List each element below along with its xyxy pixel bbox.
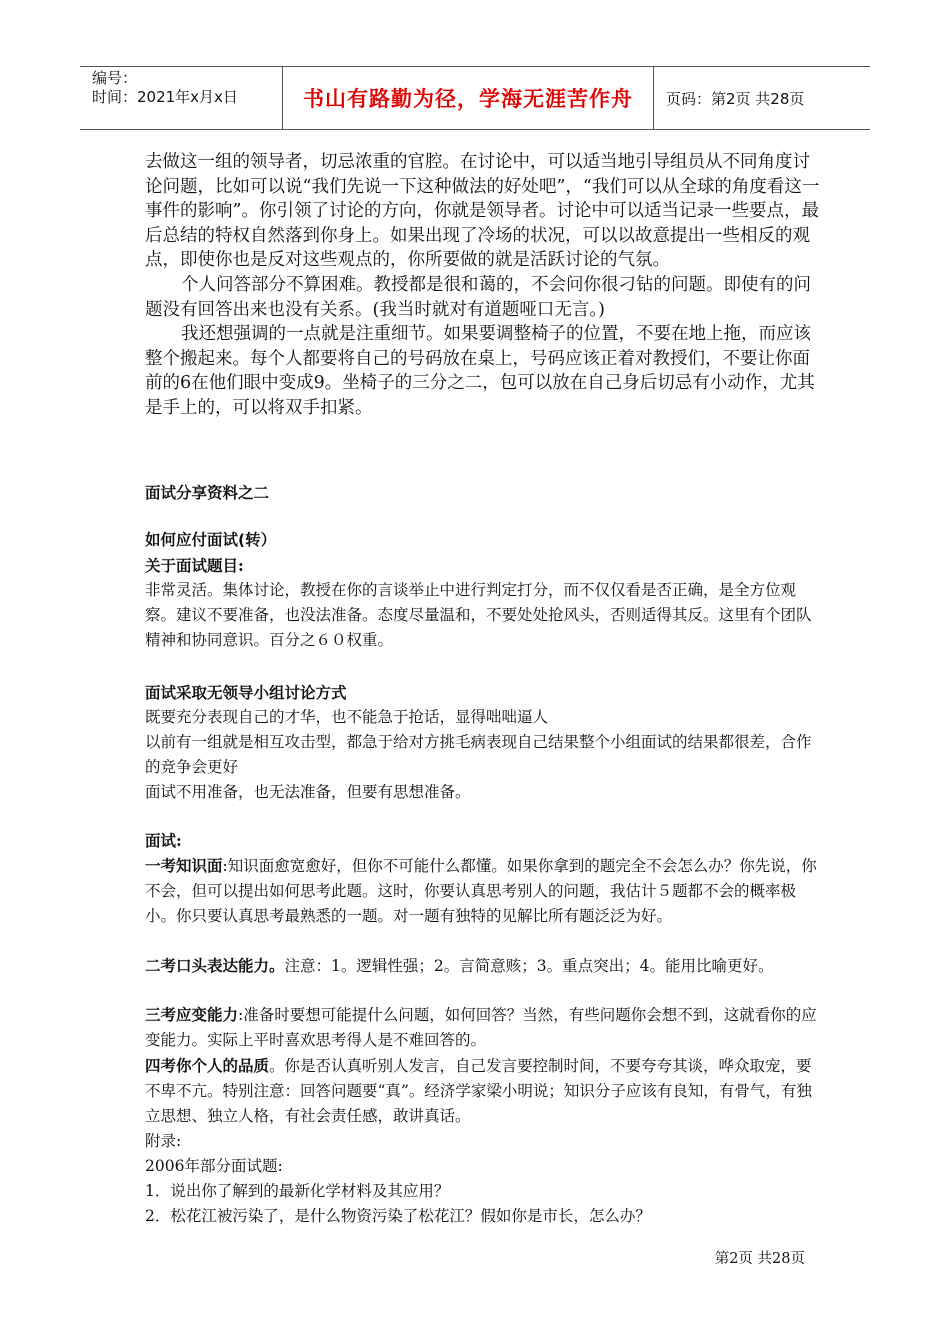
page-header [80, 66, 870, 130]
criterion-2 [145, 953, 825, 979]
interview-criteria-section [145, 828, 825, 929]
question-2: 2．松花江被污染了，是什么物资污染了松花江？假如你是市长，怎么办？ [145, 1207, 651, 1225]
motto-text: 书山有路勤为径，学海无涯苦作舟 [303, 87, 633, 111]
paragraph: 个人问答部分不算困难。教授都是很和蔼的，不会问你很刁钻的问题。即使有的问题没有回答出来也没有关系。(我当时就对有道题哑口无言。) [145, 274, 811, 320]
criterion-text: 注意：1。逻辑性强；2。言简意赅；3。重点突出；4。能用比喻更好。 [284, 957, 774, 975]
page-footer: 第2页 共28页 [714, 1251, 805, 1267]
paragraph: 我还想强调的一点就是注重细节。如果要调整椅子的位置，不要在地上拖，而应该整个搬起来。每个人都要将自己的号码放在桌上，号码应该正着对教授们，不要让你面前的6在他们眼中变成9。坐椅子的三分之二，包可以放在自己身后切忌有小动作，尤其是手上的，可以将双手扣紧。 [145, 324, 815, 418]
interview-heading: 面试: [145, 831, 182, 850]
appendix-label: 附录: [145, 1132, 182, 1150]
group-line: 既要充分表现自己的才华，也不能急于抢话，显得咄咄逼人 [145, 708, 549, 726]
criterion-text: 。你是否认真听别人发言，自己发言要控制时间，不要夸夸其谈，哗众取宠，要不卑不亢。特别注意：回答问题要“真”。经济学家梁小明说；知识分子应该有良知，有骨气，有独立思想、独立人格，有社会责任感，敢讲真话。 [145, 1057, 812, 1125]
page-number-label: 页码：第2页 共28页 [666, 89, 805, 108]
question-1: 1．说出你了解到的最新化学材料及其应用？ [145, 1182, 450, 1200]
group-line: 以前有一组就是相互攻击型，都急于给对方挑毛病表现自己结果整个小组面试的结果都很差，合作的竞争会更好 [145, 733, 812, 776]
article-title: 如何应付面试(转） [145, 531, 277, 549]
topic-text: 非常灵活。集体讨论，教授在你的言谈举止中进行判定打分，而不仅仅看是否正确，是全方位观察。建议不要准备，也没法准备。态度尽量温和，不要处处抢风头，否则适得其反。这里有个团队精神和协同意识。百分之６０权重。 [145, 581, 812, 649]
header-left-cell [80, 67, 282, 129]
criterion-4 [145, 1053, 825, 1129]
group-discussion-section [145, 680, 825, 805]
criterion-3 [145, 1002, 825, 1053]
criterion-label: 二考口头表达能力。 [145, 956, 285, 975]
group-line: 面试不用准备，也无法准备，但要有思想准备。 [145, 783, 471, 801]
criterion-1 [145, 853, 825, 929]
interview-section [145, 528, 825, 653]
criterion-label: 一考知识面 [145, 856, 223, 875]
criterion-label: 四考你个人的品质 [145, 1056, 270, 1075]
criterion-label: 三考应变能力 [145, 1005, 239, 1024]
document-number-label: 编号： [92, 69, 138, 87]
criterion-2-block [145, 953, 825, 979]
group-heading: 面试采取无领导小组讨论方式 [145, 683, 347, 702]
criterion-text: :准备时要想可能提什么问题，如何回答？当然，有些问题你会想不到，这就看你的应变能力。实际上平时喜欢思考得人是不难回答的。 [145, 1006, 817, 1049]
header-page-cell [654, 67, 870, 129]
header-motto-cell [282, 67, 654, 129]
paragraph: 去做这一组的领导者，切忌浓重的官腔。在讨论中，可以适当地引导组员从不同角度讨论问题，比如可以说“我们先说一下这种做法的好处吧”，“我们可以从全球的角度看这一事件的影响”。你引领了讨论的方向，你就是领导者。讨论中可以适当记录一些要点，最后总结的特权自然落到你身上。如果出现了冷场的状况，可以以故意提出一些相反的观点，即使你也是反对这些观点的，你所要做的就是活跃讨论的气氛。 [145, 152, 820, 271]
year-line: 2006年部分面试题: [145, 1157, 283, 1175]
date-label: 时间：2021年x月x日 [92, 88, 238, 106]
criteria-3-4-block [145, 1002, 825, 1229]
criterion-text: :知识面愈宽愈好，但你不可能什么都懂。如果你拿到的题完全不会怎么办？你先说，你不会，但可以提出如何思考此题。这时，你要认真思考别人的问题，我估计５题都不会的概率极小。你只要认真思考最熟悉的一题。对一题有独特的见解比所有题泛泛为好。 [145, 857, 817, 925]
section-title-2: 面试分享资料之二 [145, 484, 270, 502]
topic-heading: 关于面试题目: [145, 556, 244, 575]
body-section-1 [145, 150, 825, 421]
